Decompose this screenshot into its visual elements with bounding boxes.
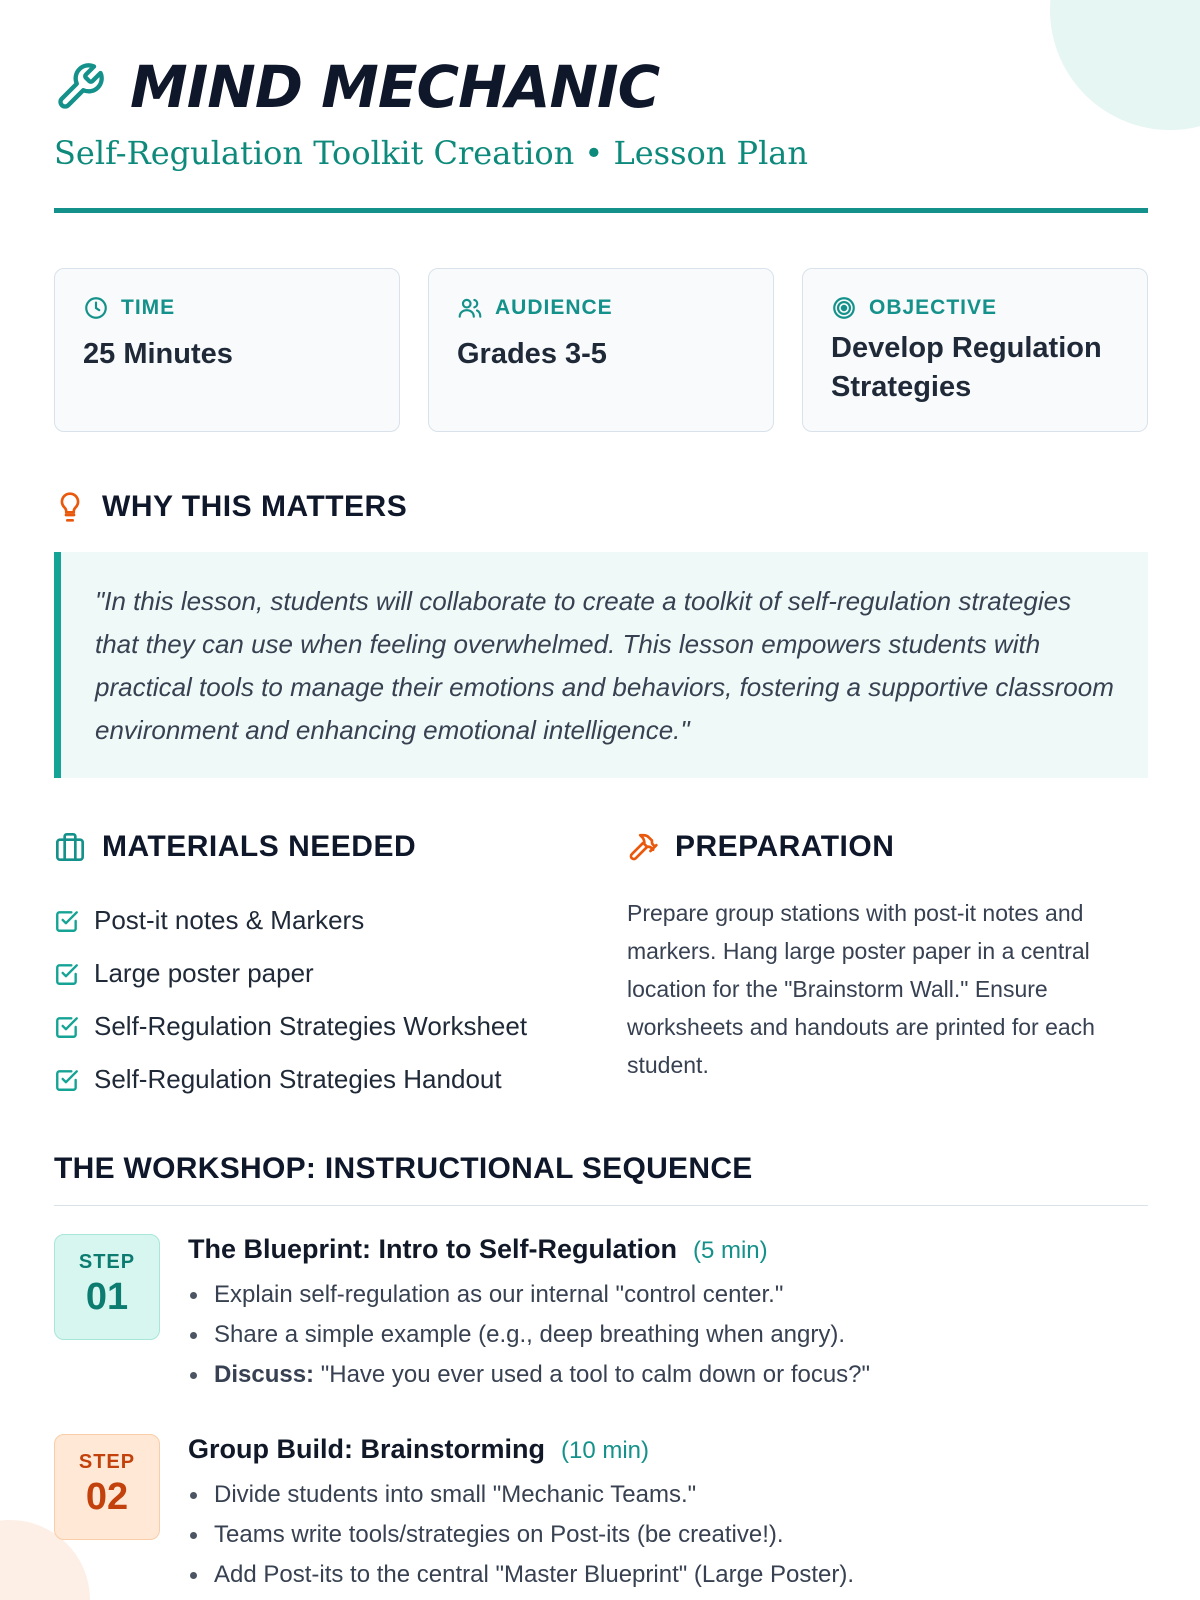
list-item: Teams write tools/strategies on Post-its (be creative!). [188, 1515, 1148, 1555]
objective-card-label [831, 295, 1119, 321]
why-heading [54, 490, 407, 524]
objective-card [802, 268, 1148, 432]
preparation-text: Prepare group stations with post-it notes and markers. Hang large poster paper in a central location for the "Brainstorm Wall." Ensure worksheets and handouts are printed for each student. [627, 900, 1095, 1078]
why-quote-block [54, 552, 1148, 778]
page-title: MIND MECHANIC [130, 53, 660, 121]
list-item [188, 1355, 1148, 1395]
material-text: Self-Regulation Strategies Worksheet [94, 1011, 528, 1041]
discuss-label: Discuss: [214, 1361, 315, 1388]
list-item [54, 947, 614, 1000]
lightbulb-icon [54, 491, 86, 523]
audience-card [428, 268, 774, 432]
materials-list [54, 894, 614, 1106]
step-header [188, 1434, 1148, 1465]
step-title: The Blueprint: Intro to Self-Regulation [188, 1234, 677, 1264]
clock-icon [83, 295, 109, 321]
list-item: Share a simple example (e.g., deep breathing when angry). [188, 1315, 1148, 1355]
objective-label-text: OBJECTIVE [869, 296, 998, 319]
hammer-icon [627, 831, 659, 863]
step-bullets [188, 1475, 1148, 1595]
checkbox-icon [54, 961, 80, 987]
list-item [54, 1053, 614, 1106]
list-item [54, 894, 614, 947]
list-item: Divide students into small "Mechanic Teams." [188, 1475, 1148, 1515]
users-icon [457, 295, 483, 321]
material-text: Large poster paper [94, 958, 314, 988]
time-label-text: TIME [121, 296, 176, 319]
step-badge [54, 1234, 160, 1340]
wrench-icon [54, 61, 106, 113]
step-badge-label: STEP [78, 1451, 136, 1473]
step-header [188, 1234, 1148, 1265]
list-item [54, 1000, 614, 1053]
materials-section [54, 830, 614, 1106]
page-subtitle: Self-Regulation Toolkit Creation • Lesson Plan [54, 134, 808, 172]
step-body [188, 1234, 1148, 1395]
materials-heading-text: MATERIALS NEEDED [102, 830, 417, 863]
step-body [188, 1434, 1148, 1595]
workshop-divider [54, 1205, 1148, 1206]
info-cards [54, 268, 1148, 432]
time-card-label [83, 295, 371, 321]
why-heading-text: WHY THIS MATTERS [102, 490, 408, 523]
material-text: Post-it notes & Markers [94, 905, 365, 935]
workshop-heading: THE WORKSHOP: INSTRUCTIONAL SEQUENCE [54, 1152, 753, 1185]
objective-value: Develop Regulation Strategies [831, 332, 1102, 403]
step-bullets [188, 1275, 1148, 1395]
step-badge-label: STEP [78, 1251, 136, 1273]
target-icon [831, 295, 857, 321]
step-duration: (10 min) [561, 1437, 650, 1464]
step-duration: (5 min) [692, 1237, 768, 1264]
title-row [54, 52, 1148, 122]
preparation-section [627, 830, 1148, 1084]
checkbox-icon [54, 1067, 80, 1093]
preparation-heading-text: PREPARATION [675, 830, 895, 863]
materials-heading [54, 830, 614, 864]
material-text: Self-Regulation Strategies Handout [94, 1064, 502, 1094]
step-badge [54, 1434, 160, 1540]
why-quote: "In this lesson, students will collaborate to create a toolkit of self-regulation strategies that they can use when feeling overwhelmed. This lesson empowers students with practical tools to manage their emotions and behaviors, fostering a supportive classroom environment and enhancing emotional intelligence." [95, 586, 1114, 745]
step-badge-number: 01 [85, 1276, 129, 1318]
audience-label-text: AUDIENCE [495, 296, 613, 319]
list-item: Add Post-its to the central "Master Blueprint" (Large Poster). [188, 1555, 1148, 1595]
checkbox-icon [54, 1014, 80, 1040]
time-card [54, 268, 400, 432]
header [54, 52, 1148, 212]
audience-card-label [457, 295, 745, 321]
list-item: Explain self-regulation as our internal "control center." [188, 1275, 1148, 1315]
audience-value: Grades 3-5 [457, 338, 607, 370]
briefcase-icon [54, 831, 86, 863]
checkbox-icon [54, 908, 80, 934]
preparation-heading [627, 830, 1148, 864]
header-divider [54, 208, 1148, 213]
time-value: 25 Minutes [83, 338, 233, 370]
step-title: Group Build: Brainstorming [188, 1434, 545, 1464]
discuss-text: "Have you ever used a tool to calm down or focus?" [320, 1361, 871, 1388]
step-badge-number: 02 [85, 1476, 129, 1518]
